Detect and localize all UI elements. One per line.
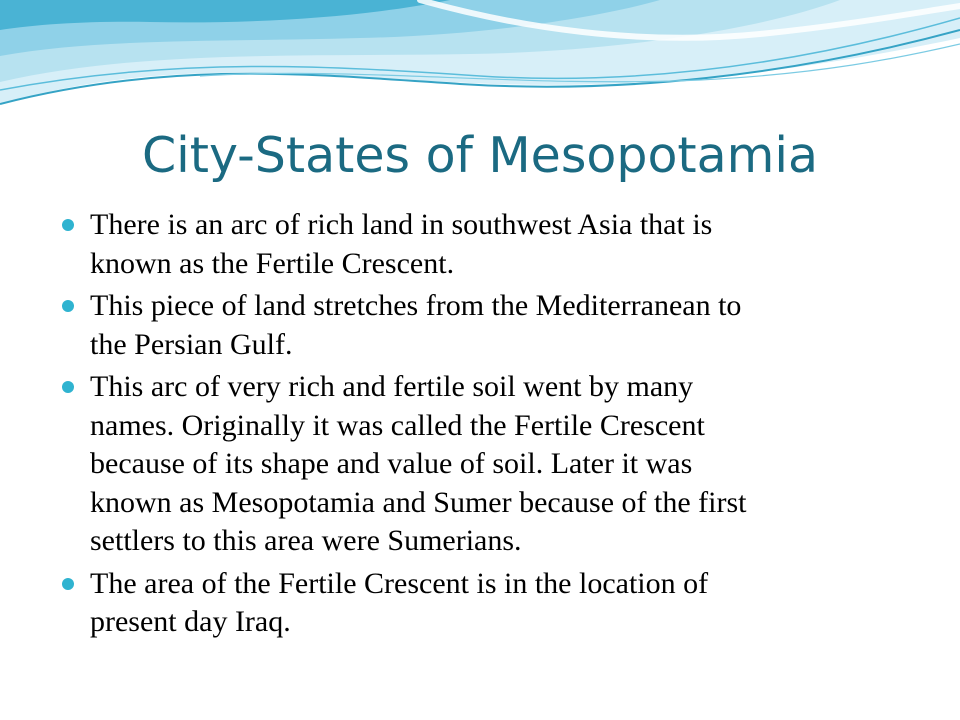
bullet-item-1: [62, 206, 922, 283]
slide-title: City-States of Mesopotamia: [141, 127, 819, 184]
bullet-dot-icon: [62, 300, 74, 312]
bullet-dot-icon: [62, 219, 74, 231]
bullet-text-3: This arc of very rich and fertile soil went by many names. Originally it was called the Fertile Crescent because of its shape and value of soil. Later it was known as Mesopotamia and Sumer because of the first settlers to this area were Sumerians.: [90, 370, 747, 557]
bullet-dot-icon: [62, 578, 74, 590]
wave-header-graphic: [0, 0, 960, 130]
bullet-item-4: [62, 565, 922, 642]
bullet-item-2: [62, 287, 922, 364]
bullet-text-4: The area of the Fertile Crescent is in the location of present day Iraq.: [90, 566, 709, 638]
bullet-item-3: [62, 368, 922, 561]
bullet-text-1: There is an arc of rich land in southwest Asia that is known as the Fertile Crescent.: [90, 208, 713, 280]
bullet-text-2: This piece of land stretches from the Mediterranean to the Persian Gulf.: [90, 289, 742, 361]
bullet-list: [62, 206, 922, 646]
bullet-dot-icon: [62, 381, 74, 393]
